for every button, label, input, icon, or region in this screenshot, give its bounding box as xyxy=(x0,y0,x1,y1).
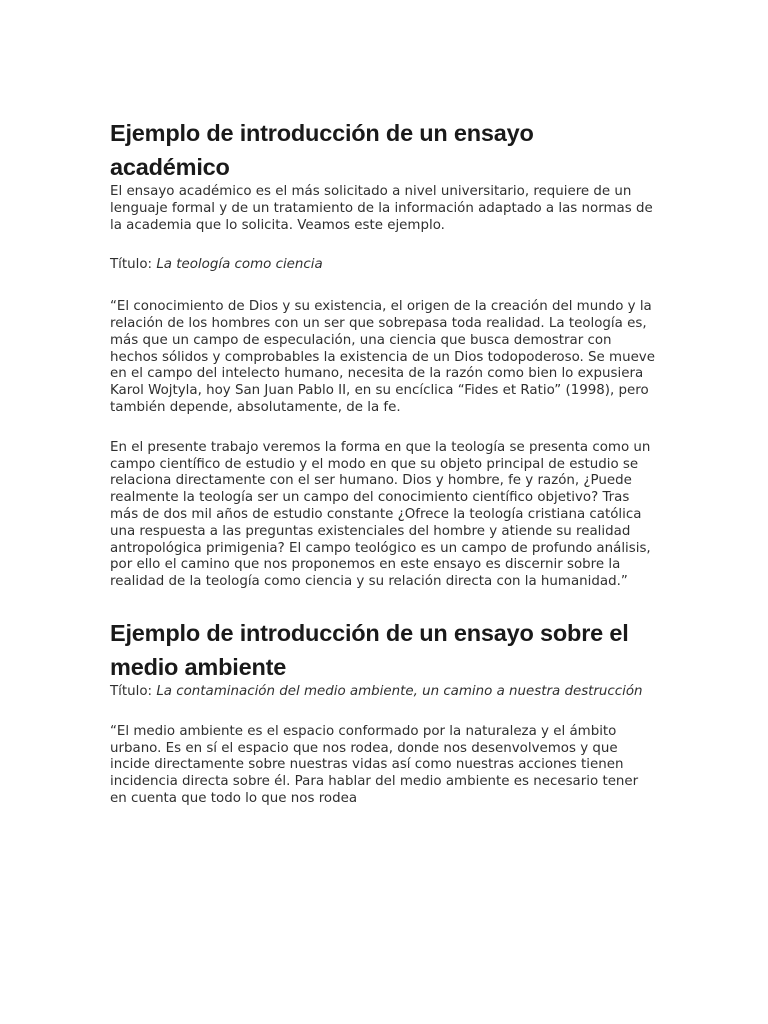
academic-essay-title-line xyxy=(110,257,658,274)
academic-essay-paragraph-1: “El conocimiento de Dios y su existencia, el origen de la creación del mundo y la relación de los hombres con un ser que sobrepasa toda realidad. La teología es, más que un campo de especulación, una ciencia que busca demostrar con hechos sólidos y comprobables la existencia de un Dios todopoderoso. Se mueve en el campo del intelecto humano, necesita de la razón como bien lo expusiera Karol Wojtyla, hoy San Juan Pablo II, en su encíclica “Fides et Ratio” (1998), pero también depende, absolutamente, de la fe. xyxy=(110,299,655,415)
academic-essay-intro-paragraph: El ensayo académico es el más solicitado a nivel universitario, requiere de un lenguaje formal y de un tratamiento de la información adaptado a las normas de la academia que lo solicita. Veamos este ejemplo. xyxy=(110,184,653,233)
essay-title: La teología como ciencia xyxy=(156,257,323,273)
section-heading-environment-essay: Ejemplo de introducción de un ensayo sobre el medio ambiente xyxy=(110,619,629,680)
title-label: Título: xyxy=(110,257,153,273)
section-heading-academic-essay: Ejemplo de introducción de un ensayo académico xyxy=(110,120,534,180)
document-page xyxy=(110,116,658,831)
title-label: Título: xyxy=(110,683,153,699)
academic-essay-paragraph-2: En el presente trabajo veremos la forma en que la teología se presenta como un campo científico de estudio y el modo en que su objeto principal de estudio se relaciona directamente con el ser humano. Dios y hombre, fe y razón, ¿Puede realmente la teología ser un campo del conocimiento científico objetivo? Tras más de dos mil años de estudio constante ¿Ofrece la teología cristiana católica una respuesta a las preguntas existenciales del hombre y atiende su realidad antropológica primigenia? El campo teológico es un campo de profundo análisis, por ello el camino que nos proponemos en este ensayo es discernir sobre la realidad de la teología como ciencia y su relación directa con la humanidad.” xyxy=(110,439,651,590)
environment-essay-paragraph-1: “El medio ambiente es el espacio conformado por la naturaleza y el ámbito urbano. Es en sí el espacio que nos rodea, donde nos desenvolvemos y que incide directamente sobre nuestras vidas así como nuestras acciones tienen incidencia directa sobre él. Para hablar del medio ambiente es necesario tener en cuenta que todo lo que nos rodea xyxy=(110,723,639,806)
essay-title: La contaminación del medio ambiente, un camino a nuestra destrucción xyxy=(156,683,643,699)
environment-essay-title-line xyxy=(110,684,658,701)
